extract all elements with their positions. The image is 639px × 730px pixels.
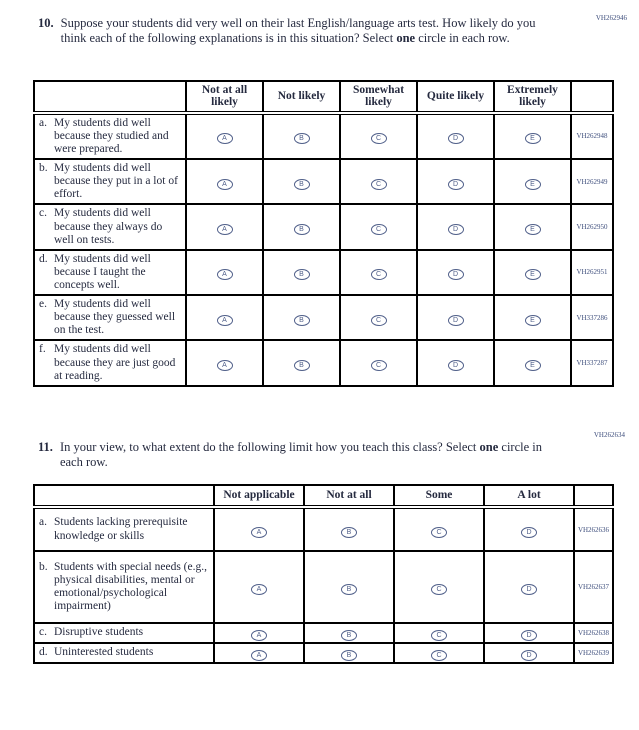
question-11-prompt [60,440,558,470]
row-code: VH337286 [571,295,613,340]
q11-form-code: VH262634 [593,431,625,439]
q10-table [33,80,614,387]
answer-bubble-e[interactable]: E [525,315,541,326]
row-label-cell [34,204,186,249]
answer-bubble-a[interactable]: A [251,527,267,538]
answer-bubble-c[interactable]: C [371,360,387,371]
q11-prompt-text: In your view, to what extent do the following limit how you teach this class? Select [59,440,480,454]
row-code: VH262951 [571,250,613,295]
q10-column-header: Not likely [263,81,340,113]
row-text: Students lacking prerequisite knowledge or skills [54,516,188,542]
answer-bubble-d[interactable]: D [448,133,464,144]
q11-prompt-bold: one [479,440,499,454]
answer-bubble-d[interactable]: D [521,650,537,661]
q10-column-header: Not at all likely [186,81,263,113]
answer-bubble-c[interactable]: C [371,133,387,144]
q11-column-header: Not at all [304,485,394,507]
answer-bubble-c[interactable]: C [431,527,447,538]
answer-bubble-d[interactable]: D [448,179,464,190]
row-code: VH262637 [574,551,613,623]
answer-bubble-b[interactable]: B [341,630,357,641]
answer-bubble-a[interactable]: A [217,133,233,144]
row-code: VH262950 [571,204,613,249]
q10-form-code: VH262946 [595,14,627,22]
q11-column-header: Not applicable [214,485,304,507]
answer-bubble-a[interactable]: A [217,269,233,280]
row-letter: f. [39,343,46,356]
row-text: My students did well because I taught the concepts well. [54,252,151,292]
q10-code-header [571,81,613,113]
q11-row-a [34,507,613,551]
q11-row-c [34,623,613,643]
answer-bubble-a[interactable]: A [251,584,267,595]
row-label-cell [34,159,186,204]
row-letter: c. [39,207,47,220]
answer-bubble-a[interactable]: A [251,630,267,641]
answer-bubble-d[interactable]: D [448,315,464,326]
q11-row-b [34,551,613,623]
row-code: VH262638 [574,623,613,643]
row-letter: d. [39,252,48,265]
answer-bubble-b[interactable]: B [294,224,310,235]
row-text: My students did well because they studied and were prepared. [54,116,169,156]
answer-bubble-b[interactable]: B [294,315,310,326]
answer-bubble-b[interactable]: B [341,527,357,538]
row-letter: b. [39,162,48,175]
answer-bubble-d[interactable]: D [448,269,464,280]
row-text: My students did well because they guessed well on the test. [54,298,176,337]
question-10 [38,16,553,46]
row-label-cell [34,643,214,663]
answer-bubble-a[interactable]: A [251,650,267,661]
answer-bubble-b[interactable]: B [341,650,357,661]
answer-bubble-b[interactable]: B [294,133,310,144]
answer-bubble-d[interactable]: D [521,630,537,641]
question-10-prompt [61,16,553,46]
q10-row-b [34,159,613,204]
answer-bubble-c[interactable]: C [431,630,447,641]
q11-header-row [34,485,613,507]
row-label-cell [34,113,186,159]
q10-prompt-text: Suppose your students did very well on their last English/language arts test. How likely do you think each of the following explanations is in this situation? Select [60,16,536,45]
question-10-number: 10. [38,16,54,30]
row-text: My students did well because they are just good at reading. [54,343,176,382]
q11-prompt-text-after: circle in each row. [59,440,543,469]
row-letter: e. [39,298,47,311]
q11-row-d [34,643,613,663]
answer-bubble-c[interactable]: C [371,315,387,326]
answer-bubble-a[interactable]: A [217,224,233,235]
answer-bubble-b[interactable]: B [294,269,310,280]
answer-bubble-c[interactable]: C [371,179,387,190]
q10-column-header: Extremely likely [494,81,571,113]
answer-bubble-c[interactable]: C [431,650,447,661]
q10-row-c [34,204,613,249]
row-code: VH262949 [571,159,613,204]
answer-bubble-d[interactable]: D [521,584,537,595]
answer-bubble-b[interactable]: B [341,584,357,595]
answer-bubble-b[interactable]: B [294,360,310,371]
row-text: Students with special needs (e.g., physical disabilities, mental or emotional/psychological impairment) [54,560,207,613]
row-text: My students did well because they always do well on tests. [54,207,163,246]
q11-empty-header [34,485,214,507]
row-label-cell [34,551,214,623]
row-text: Uninterested students [54,646,154,659]
row-label-cell [34,295,186,340]
row-text: Disruptive students [54,626,144,639]
row-code: VH262636 [574,507,613,551]
question-11 [38,440,558,470]
q10-row-f [34,340,613,385]
row-label-cell [34,623,214,643]
answer-bubble-d[interactable]: D [521,527,537,538]
answer-bubble-c[interactable]: C [431,584,447,595]
answer-bubble-e[interactable]: E [525,133,541,144]
q10-prompt-bold: one [396,31,416,45]
row-letter: d. [39,646,48,659]
q11-column-header: Some [394,485,484,507]
q10-row-d [34,250,613,295]
answer-bubble-d[interactable]: D [448,224,464,235]
q10-column-header: Quite likely [417,81,494,113]
answer-bubble-e[interactable]: E [525,224,541,235]
q10-column-header: Somewhat likely [340,81,417,113]
row-label-cell [34,250,186,295]
q10-header-row [34,81,613,113]
row-letter: a. [39,116,47,129]
row-letter: a. [39,516,47,529]
answer-bubble-c[interactable]: C [371,224,387,235]
q11-column-header: A lot [484,485,574,507]
answer-bubble-b[interactable]: B [294,179,310,190]
answer-bubble-e[interactable]: E [525,360,541,371]
row-label-cell [34,340,186,385]
answer-bubble-c[interactable]: C [371,269,387,280]
answer-bubble-a[interactable]: A [217,179,233,190]
row-text: My students did well because they put in a lot of effort. [54,162,178,201]
answer-bubble-e[interactable]: E [525,179,541,190]
question-11-number: 11. [38,440,53,454]
q11-table [33,484,614,664]
row-letter: b. [39,560,48,573]
row-code: VH262948 [571,113,613,159]
row-code: VH262639 [574,643,613,663]
row-code: VH337287 [571,340,613,385]
q10-row-a [34,113,613,159]
q10-empty-header [34,81,186,113]
answer-bubble-d[interactable]: D [448,360,464,371]
answer-bubble-a[interactable]: A [217,315,233,326]
row-letter: c. [39,626,47,639]
q11-code-header [574,485,613,507]
answer-bubble-a[interactable]: A [217,360,233,371]
q10-prompt-text-after: circle in each row. [415,31,510,45]
answer-bubble-e[interactable]: E [525,269,541,280]
q10-row-e [34,295,613,340]
row-label-cell [34,507,214,551]
